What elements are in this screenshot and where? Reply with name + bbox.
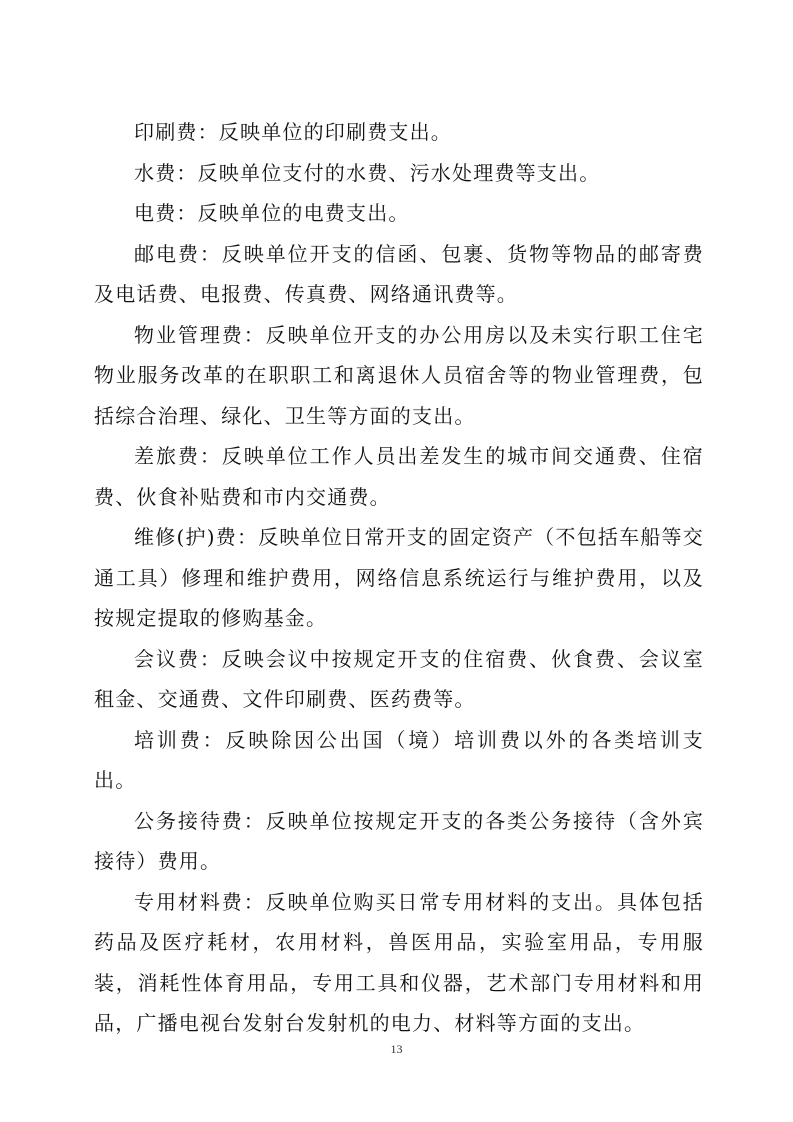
paragraph-reception-fee: 公务接待费：反映单位按规定开支的各类公务接待（含外宾接待）费用。 [94,808,704,873]
paragraph-water-fee: 水费：反映单位支付的水费、污水处理费等支出。 [134,160,601,185]
page-body [94,112,704,1044]
paragraph-training-fee: 培训费：反映除因公出国（境）培训费以外的各类培训支出。 [94,727,704,792]
paragraph-maintenance-fee: 维修(护)费：反映单位日常开支的固定资产（不包括车船等交通工具）修理和维护费用，网络信息系统运行与维护费用，以及按规定提取的修购基金。 [94,525,704,630]
paragraph-meeting-fee: 会议费：反映会议中按规定开支的住宿费、伙食费、会议室租金、交通费、文件印刷费、医药费等。 [94,646,704,711]
paragraph-electricity-fee: 电费：反映单位的电费支出。 [134,201,410,225]
paragraph-printing-fee: 印刷费：反映单位的印刷费支出。 [134,120,452,144]
page-number: 13 [390,1042,403,1056]
paragraph-special-materials-fee: 专用材料费：反映单位购买日常专用材料的支出。具体包括药品及医疗耗材，农用材料，兽医用品，实验室用品，专用服装，消耗性体育用品，专用工具和仪器，艺术部门专用材料和用品，广播电视台发射台发射机的电力、材料等方面的支出。 [94,889,704,1035]
paragraph-property-management-fee: 物业管理费：反映单位开支的办公用房以及未实行职工住宅物业服务改革的在职职工和离退休人员宿舍等的物业管理费，包括综合治理、绿化、卫生等方面的支出。 [94,322,704,428]
paragraph-postal-fee: 邮电费：反映单位开支的信函、包裹、货物等物品的邮寄费及电话费、电报费、传真费、网络通讯费等。 [94,241,704,306]
paragraph-travel-fee: 差旅费：反映单位工作人员出差发生的城市间交通费、住宿费、伙食补贴费和市内交通费。 [94,444,704,509]
